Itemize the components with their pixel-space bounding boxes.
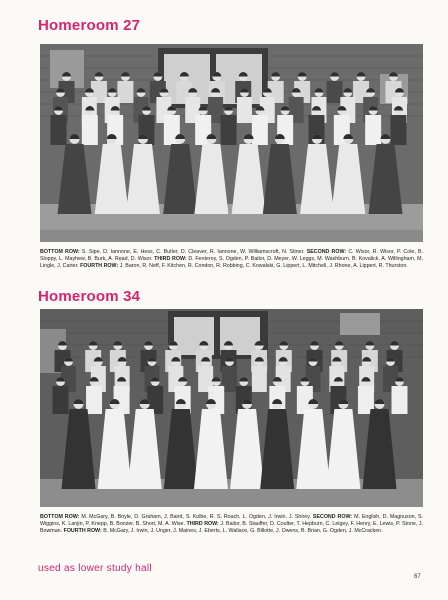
page-number: 67 <box>414 574 421 580</box>
row-names: M. English, D. Magnuson, S. Wiggins, K. Lanjin, P. Knepp, B. Bonzer, B. Short, M. A. Wise. <box>40 514 424 528</box>
row-names: J. Baron, R. Neff, F. Kitchen, R. Condon, R. Robbing, C. Kowalski, G. Lippert, L. Mitchell, J. Rhone, A. Lippert, R. Thurston. <box>119 263 408 270</box>
homeroom-34-class-photo <box>40 309 423 507</box>
row-label: BOTTOM ROW: <box>40 249 80 255</box>
row-label: FOURTH ROW: <box>80 263 119 270</box>
homeroom-34-caption <box>40 514 423 536</box>
homeroom-34-title: Homeroom 34 <box>38 288 141 305</box>
row-label: FOURTH ROW: <box>63 528 102 535</box>
row-names: S. Sipe, D. Iannone, E. Hess, C. Butler, D. Cleaver, R. Iannone, W. Williamscroft, N. Stiner. <box>81 249 305 255</box>
row-names: D. Fenteroy, S. Ogden, P. Bailor, D. Meyer, W. Leggs, M. Washburn, B. Kovalick, A. Willingham, M. Lingle, J. Carter. <box>40 256 423 270</box>
row-names: M. McGary, B. Boyle, D. Graham, J. Baird, S. Kolbe, R. S. Roach, L. Ogden, J. Irwin, J. Shirey. <box>81 514 311 520</box>
row-label: THIRD ROW: <box>154 256 187 263</box>
row-label: SECOND ROW: <box>306 249 347 255</box>
row-names: C. Wisor, R. Wisor, P. Cole, B. Sloppy, L. Mayhew, B. Burk, A. Read, D. Wisor. <box>40 249 423 263</box>
row-names: B. McGary, J. Irwin, J. Unger, J. Maines, J. Eberts, L. Wallace, G. Billotte, J. Owens, B. Brian, G. Ogden, J. McCracken. <box>103 528 383 535</box>
homeroom-27-class-photo <box>40 44 423 242</box>
row-names: J. Bailor, B. Stauffer, D. Coulter, T. Hepburn, C. Leigey, F. Henry, E. Lewis, P. Stone, J. Bowman. <box>40 521 423 535</box>
row-label: THIRD ROW: <box>186 521 219 528</box>
study-hall-note: used as lower study hall <box>38 563 152 574</box>
row-label: SECOND ROW: <box>312 514 353 520</box>
homeroom-27-title: Homeroom 27 <box>38 17 141 34</box>
row-label: BOTTOM ROW: <box>40 514 80 520</box>
homeroom-27-caption <box>40 249 423 271</box>
